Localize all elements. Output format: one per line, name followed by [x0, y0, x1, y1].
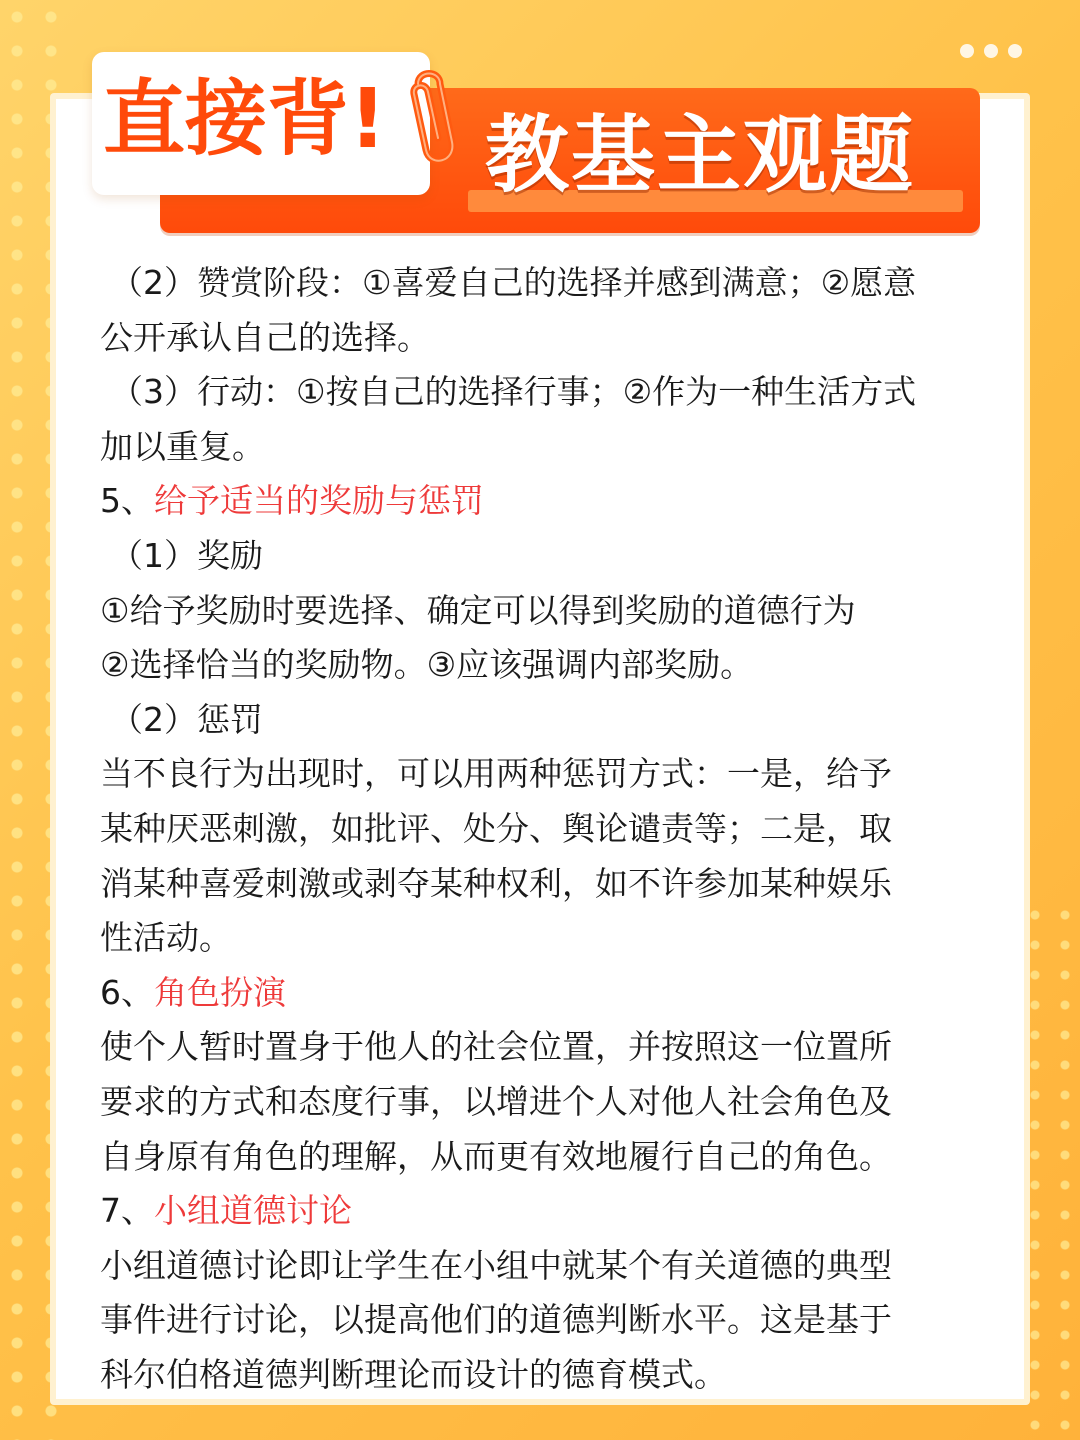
section-heading-5 — [100, 474, 1000, 529]
text-line: 某种厌恶刺激，如批评、处分、舆论谴责等；二是，取 — [100, 808, 892, 848]
text-line: 当不良行为出现时，可以用两种惩罚方式：一是，给予 — [100, 754, 892, 794]
text-line: ②选择恰当的奖励物。③应该强调内部奖励。 — [100, 645, 754, 685]
section-number: 7、 — [100, 1191, 154, 1231]
text-line: 事件进行讨论，以提高他们的道德判断水平。这是基于 — [100, 1300, 892, 1340]
paperclip-icon — [396, 64, 466, 174]
subheading: （1）奖励 — [110, 535, 263, 575]
section-number: 5、 — [100, 481, 154, 521]
section-heading-7 — [100, 1184, 1000, 1239]
section-title: 给予适当的奖励与惩罚 — [154, 481, 484, 521]
text-line: 加以重复。 — [100, 426, 265, 466]
subheading: （2）惩罚 — [110, 699, 263, 739]
text-line: 公开承认自己的选择。 — [100, 317, 430, 357]
text-line: 使个人暂时置身于他人的社会位置，并按照这一位置所 — [100, 1027, 892, 1067]
text-line: ①给予奖励时要选择、确定可以得到奖励的道德行为 — [100, 590, 856, 630]
section-title: 角色扮演 — [154, 972, 286, 1012]
text-line: 性活动。 — [100, 918, 232, 958]
text-line: 小组道德讨论即让学生在小组中就某个有关道德的典型 — [100, 1245, 892, 1285]
section-number: 6、 — [100, 972, 154, 1012]
text-line: （3）行动：①按自己的选择行事；②作为一种生活方式 — [110, 372, 917, 412]
section-title: 小组道德讨论 — [154, 1191, 352, 1231]
decorative-dots — [960, 44, 1022, 58]
article-body — [100, 256, 1000, 1402]
text-line: （2）赞赏阶段：①喜爱自己的选择并感到满意；②愿意 — [110, 263, 917, 302]
text-line: 科尔伯格道德判断理论而设计的德育模式。 — [100, 1354, 727, 1394]
text-line: 自身原有角色的理解，从而更有效地履行自己的角色。 — [100, 1136, 892, 1176]
page-title: 教基主观题 — [485, 106, 916, 204]
label-text: 直接背! — [103, 72, 387, 167]
text-line: 要求的方式和态度行事，以增进个人对他人社会角色及 — [100, 1081, 892, 1121]
section-heading-6 — [100, 966, 1000, 1021]
text-line: 消某种喜爱刺激或剥夺某种权利，如不许参加某种娱乐 — [100, 863, 892, 903]
